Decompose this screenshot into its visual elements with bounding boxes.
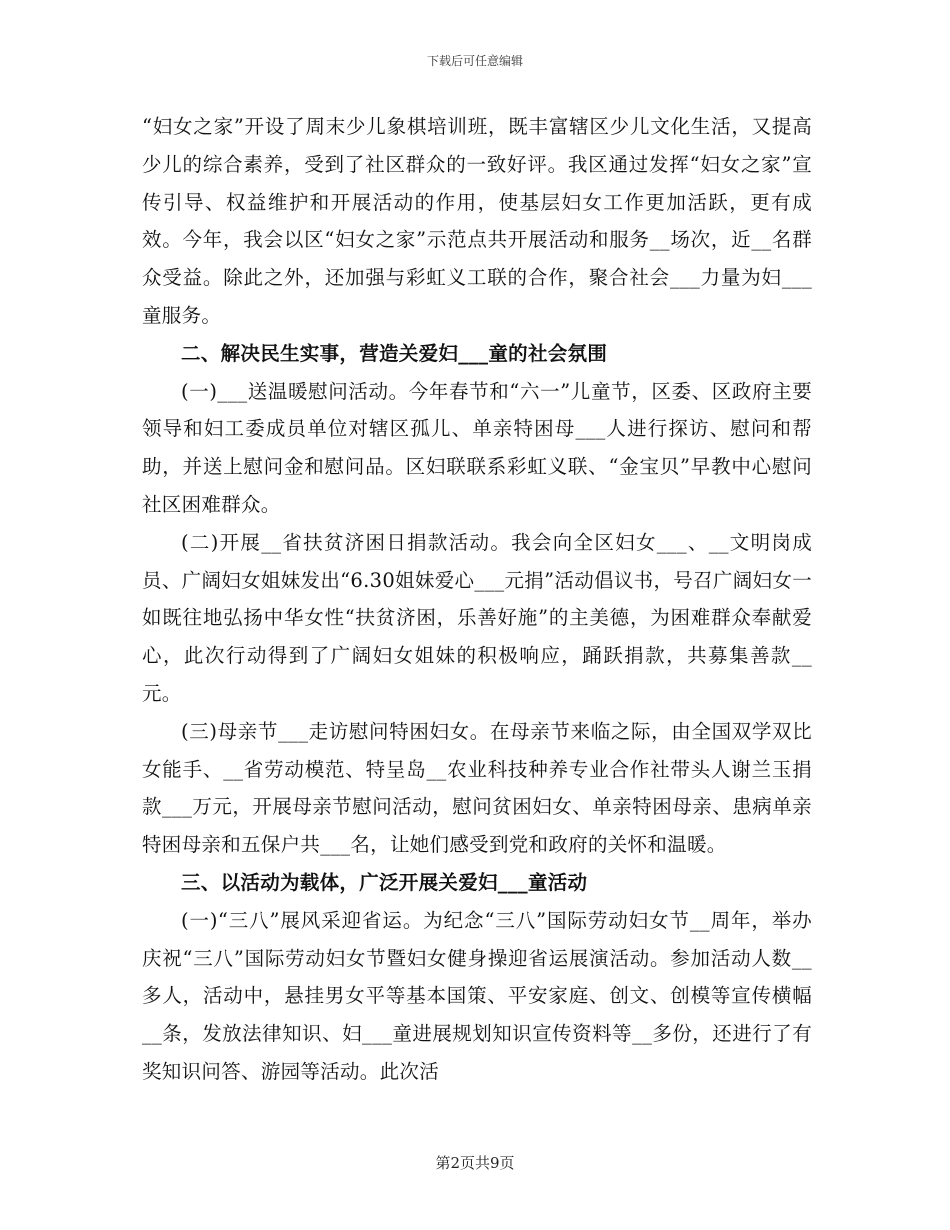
- paragraph-item-2: (二)开展__省扶贫济困日捐款活动。我会向全区妇女___、__文明岗成员、广阔妇女姐妹发出“6.30姐妹爱心___元捐”活动倡议书，号召广阔妇女一如既往地弘扬中华女性“扶贫济困，乐善好施”的主美德，为困难群众奉献爱心，此次行动得到了广阔妇女姐妹的积极响应，踊跃捐款，共募集善款__元。: [142, 530, 812, 705]
- document-body: [142, 108, 812, 1091]
- page-number: 第2页共9页: [435, 1154, 515, 1172]
- paragraph-item-3: (三)母亲节___走访慰问特困妇女。在母亲节来临之际，由全国双学双比女能手、__省劳动模范、特呈岛__农业科技种养专业合作社带头人谢兰玉捐款___万元，开展母亲节慰问活动，慰问贫困妇女、单亲特困母亲、患病单亲特困母亲和五保户共___名，让她们感受到党和政府的关怀和温暖。: [142, 719, 812, 857]
- page-header: 下载后可任意编辑: [426, 54, 523, 68]
- section-heading-3: 三、以活动为载体，广泛开展关爱妇___童活动: [181, 870, 588, 894]
- section-heading-2: 二、解决民生实事，营造关爱妇___童的社会氛围: [181, 341, 608, 365]
- paragraph-item-1: (一)___送温暖慰问活动。今年春节和“六一”儿童节，区委、区政府主要领导和妇工委成员单位对辖区孤儿、单亲特困母___人进行探访、慰问和帮助，并送上慰问金和慰问品。区妇联联系彩虹义联、“金宝贝”早教中心慰问社区困难群众。: [142, 379, 812, 516]
- paragraph-continuation: “妇女之家”开设了周末少儿象棋培训班，既丰富辖区少儿文化生活，又提高少儿的综合素养，受到了社区群众的一致好评。我区通过发挥“妇女之家”宣传引导、权益维护和开展活动的作用，使基层妇女工作更加活跃，更有成效。今年，我会以区“妇女之家”示范点共开展活动和服务__场次，近__名群众受益。除此之外，还加强与彩虹义工联的合作，聚合社会___力量为妇___童服务。: [142, 115, 812, 327]
- paragraph-item-4: (一)“三八”展风采迎省运。为纪念“三八”国际劳动妇女节__周年，举办庆祝“三八”国际劳动妇女节暨妇女健身操迎省运展演活动。参加活动人数__多人，活动中，悬挂男女平等基本国策、平安家庭、创文、创模等宣传横幅__条，发放法律知识、妇___童进展规划知识宣传资料等__多份，还进行了有奖知识问答、游园等活动。此次活: [142, 908, 812, 1083]
